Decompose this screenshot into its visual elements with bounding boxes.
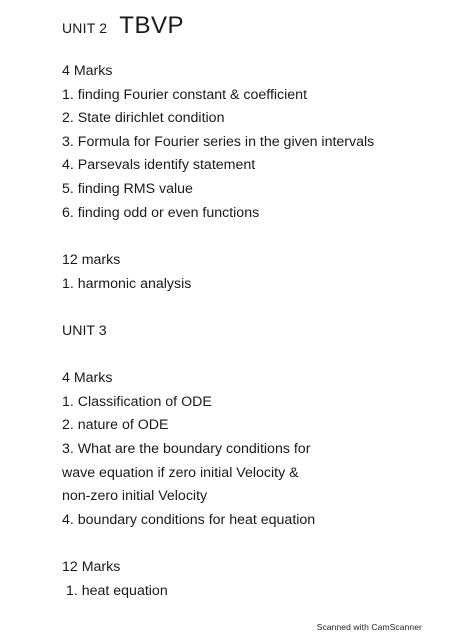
unit-2-short-item: 1. finding Fourier constant & coefficient (62, 87, 308, 103)
unit-2-label: UNIT 2 (62, 20, 108, 36)
unit-2-short-heading: 4 Marks (62, 63, 113, 79)
unit-3-long-heading: 12 Marks (62, 559, 121, 575)
unit-3-short-item: 4. boundary conditions for heat equation (62, 512, 316, 528)
page-heading (62, 12, 184, 42)
unit-2-topic-title: TBVP (119, 12, 184, 39)
unit-3-short-item: 3. What are the boundary conditions for (62, 441, 311, 457)
unit-2-long-item: 1. harmonic analysis (62, 276, 192, 292)
scanner-watermark: Scanned with CamScanner (316, 622, 422, 632)
unit-3-short-item: 1. Classification of ODE (62, 394, 212, 410)
unit-2-short-item: 5. finding RMS value (62, 181, 193, 197)
unit-2-short-item: 2. State dirichlet condition (62, 110, 225, 126)
unit-3-short-item: wave equation if zero initial Velocity & (62, 465, 299, 481)
unit-2-short-item: 3. Formula for Fourier series in the given intervals (62, 134, 375, 150)
unit-2-short-item: 4. Parsevals identify statement (62, 157, 256, 173)
unit-3-short-item: non-zero initial Velocity (62, 488, 208, 504)
unit-3-long-item: 1. heat equation (62, 583, 168, 599)
unit-2-long-heading: 12 marks (62, 252, 121, 268)
unit-3-short-heading: 4 Marks (62, 370, 113, 386)
unit-3-short-item: 2. nature of ODE (62, 417, 169, 433)
unit-3-title: UNIT 3 (62, 323, 107, 339)
unit-2-short-item: 6. finding odd or even functions (62, 205, 260, 221)
